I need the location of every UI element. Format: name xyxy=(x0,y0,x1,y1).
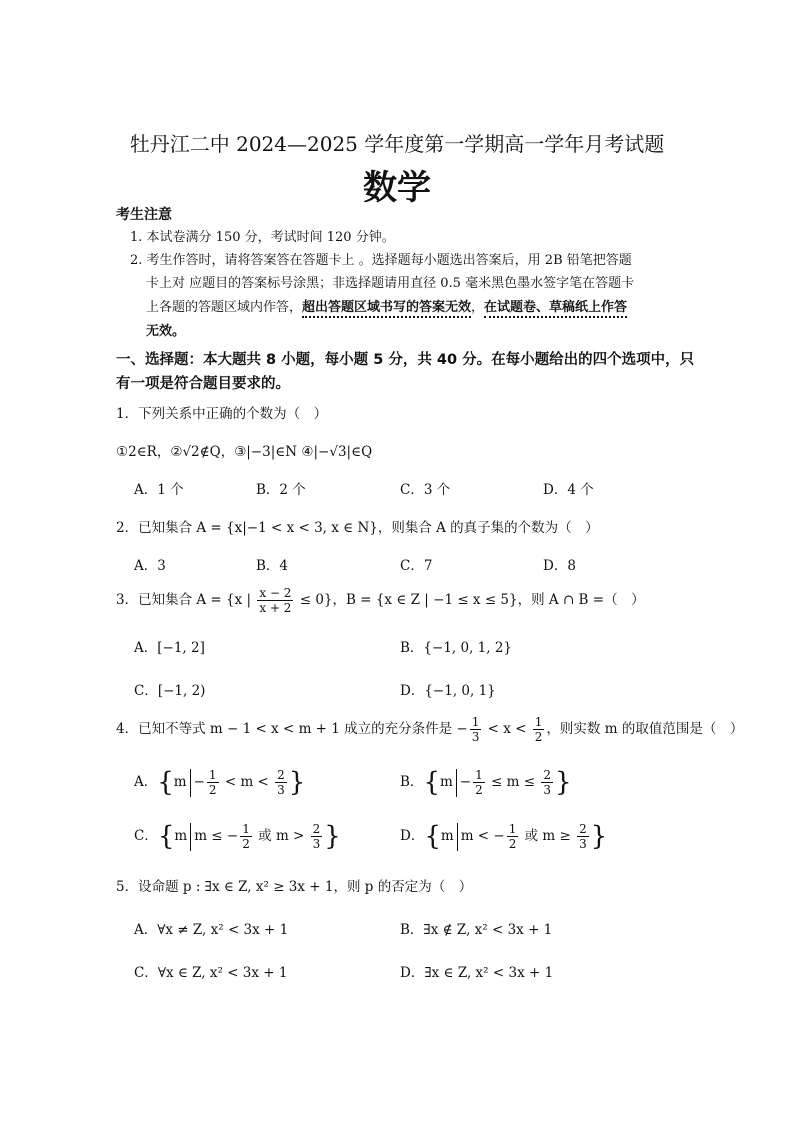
notice-item-2-line-1: 2. 考生作答时，请将答案答在答题卡上 。选择题每小题选出答案后，用 2B 铅笔把答题 xyxy=(130,253,632,268)
question-3-option-a: A．[−1, 2] xyxy=(134,640,205,656)
notice-item-2-line-4: 无效。 xyxy=(146,324,186,339)
notice-heading: 考生注意 xyxy=(116,207,172,223)
question-1-option-d: D．4 个 xyxy=(543,482,594,498)
set-text: 或 m > xyxy=(253,828,309,844)
set-variable: m xyxy=(440,828,454,844)
set-variable: m xyxy=(173,774,187,790)
option-letter: C． xyxy=(134,828,158,844)
option-letter: B． xyxy=(400,774,424,790)
question-3-option-b: B．{−1, 0, 1, 2} xyxy=(400,640,513,656)
fraction-numerator: 2 xyxy=(579,822,587,836)
question-3-stem xyxy=(116,586,645,615)
question-3-set-a-end: ≤ 0} xyxy=(295,592,333,608)
fraction-denominator: 3 xyxy=(277,783,285,797)
question-1-relations: ①2∈R，②√2∉Q，③|−3|∈N ④|−√3|∈Q xyxy=(116,444,373,460)
question-4-text-2: < x < xyxy=(483,721,531,737)
set-bar xyxy=(456,769,457,797)
fraction xyxy=(507,822,519,851)
question-4-option-b xyxy=(400,768,572,797)
question-2-option-d: D．8 xyxy=(543,558,576,574)
fraction-denominator: 2 xyxy=(508,837,517,851)
question-2-option-a: A．3 xyxy=(134,558,166,574)
fraction-denominator: 3 xyxy=(543,783,551,797)
fraction-numerator: 2 xyxy=(277,768,285,782)
right-brace: } xyxy=(554,767,572,798)
left-brace: { xyxy=(157,767,174,798)
fraction xyxy=(207,768,219,797)
fraction xyxy=(473,768,485,797)
set-text: ≤ m ≤ xyxy=(486,774,540,790)
fraction xyxy=(541,768,553,797)
question-3-set-a-start: 3．已知集合 A = {x | xyxy=(116,592,256,608)
set-text: − xyxy=(193,774,205,790)
question-5-option-b: B．∃x ∉ Z, x² < 3x + 1 xyxy=(400,922,553,938)
fraction-denominator: 3 xyxy=(579,837,587,851)
question-2-text: ，则集合 A 的真子集的个数为（ ） xyxy=(377,520,599,536)
set-variable: m xyxy=(174,828,188,844)
fraction-denominator: 2 xyxy=(242,837,250,851)
question-2-option-c: C．7 xyxy=(400,558,433,574)
question-5-option-c: C．∀x ∈ Z, x² < 3x + 1 xyxy=(134,965,288,981)
question-1-stem: 1．下列关系中正确的个数为（ ） xyxy=(116,406,328,422)
section-heading-line-2: 有一项是符合题目要求的。 xyxy=(116,376,290,392)
set-variable: m xyxy=(439,774,453,790)
fraction-numerator: x − 2 xyxy=(259,586,292,600)
subject-title: 数学 xyxy=(363,168,431,208)
fraction-numerator: 1 xyxy=(475,768,483,782)
question-1-option-a: A．1 个 xyxy=(134,482,184,498)
left-brace: { xyxy=(157,821,175,852)
fraction-numerator: 1 xyxy=(508,822,517,836)
set-text: m < − xyxy=(460,828,505,844)
question-3-rest: ，B = {x ∈ Z | −1 ≤ x ≤ 5}，则 A ∩ B =（ ） xyxy=(332,592,645,608)
question-4-option-a xyxy=(134,768,305,797)
fraction-denominator: x + 2 xyxy=(259,601,292,615)
question-4-fraction-2 xyxy=(533,715,545,744)
question-4-fraction-1 xyxy=(470,715,482,744)
fraction xyxy=(275,768,287,797)
question-3-option-d: D．{−1, 0, 1} xyxy=(400,683,496,699)
notice-item-1: 1. 本试卷满分 150 分，考试时间 120 分钟。 xyxy=(130,230,395,245)
notice-comma: ， xyxy=(471,300,485,315)
question-5-option-d: D．∃x ∈ Z, x² < 3x + 1 xyxy=(400,965,554,981)
fraction-denominator: 2 xyxy=(475,783,483,797)
left-brace: { xyxy=(424,821,441,852)
question-4-option-c xyxy=(134,822,341,851)
question-4-option-d xyxy=(400,822,607,851)
set-text: 或 m ≥ xyxy=(520,828,576,844)
exam-title: 牡丹江二中 2024—2025 学年度第一学期高一学年月考试题 xyxy=(129,132,665,156)
right-brace: } xyxy=(324,821,341,852)
question-5-stem: 5．设命题 p : ∃x ∈ Z, x² ≥ 3x + 1，则 p 的否定为（ ） xyxy=(116,879,473,895)
notice-emphasis-1: 超出答题区域书写的答案无效 xyxy=(302,300,471,318)
fraction-numerator: 2 xyxy=(543,768,551,782)
left-brace: { xyxy=(423,767,440,798)
question-4-text-1: 4．已知不等式 m − 1 < x < m + 1 成立的充分条件是 − xyxy=(116,721,468,737)
section-heading-line-1: 一、选择题：本大题共 8 小题，每小题 5 分，共 40 分。在每小题给出的四个选项中，只 xyxy=(116,352,695,368)
fraction-denominator: 2 xyxy=(534,730,543,744)
fraction-numerator: 1 xyxy=(534,715,543,729)
question-5-option-a: A．∀x ≠ Z, x² < 3x + 1 xyxy=(134,922,289,938)
fraction-numerator: 1 xyxy=(242,822,250,836)
question-2-option-b: B．4 xyxy=(256,558,289,574)
right-brace: } xyxy=(590,821,608,852)
fraction-numerator: 1 xyxy=(208,768,217,782)
fraction-denominator: 3 xyxy=(471,730,480,744)
question-2-set: 2．已知集合 A = {x|−1 < x < 3, x ∈ N} xyxy=(116,520,378,536)
notice-item-2-line-2: 卡上对 应题目的答案标号涂黑；非选择题请用直径 0.5 毫米黑色墨水签字笔在答题卡 xyxy=(146,276,635,291)
fraction-denominator: 2 xyxy=(208,783,217,797)
set-bar xyxy=(457,823,458,851)
fraction xyxy=(311,822,323,851)
fraction xyxy=(240,822,252,851)
notice-emphasis-2: 在试题卷、草稿纸上作答 xyxy=(484,300,627,318)
question-1-option-c: C．3 个 xyxy=(400,482,451,498)
set-text: m ≤ − xyxy=(194,828,239,844)
notice-text: 上各题的答题区域内作答， xyxy=(146,300,303,315)
question-4-stem xyxy=(116,715,743,744)
fraction-numerator: 2 xyxy=(312,822,321,836)
option-letter: D． xyxy=(400,828,425,844)
set-bar xyxy=(190,823,191,851)
notice-item-2-line-3 xyxy=(146,296,627,315)
set-text: − xyxy=(459,774,472,790)
set-bar xyxy=(190,769,191,797)
question-3-fraction xyxy=(257,586,293,615)
set-text: < m < xyxy=(220,774,274,790)
question-2-stem xyxy=(116,516,599,536)
question-3-option-c: C．[−1, 2) xyxy=(134,683,206,699)
fraction-denominator: 3 xyxy=(312,837,321,851)
fraction-numerator: 1 xyxy=(471,715,480,729)
question-1-option-b: B．2 个 xyxy=(256,482,306,498)
question-4-text-3: ，则实数 m 的取值范围是（ ） xyxy=(546,721,744,737)
right-brace: } xyxy=(288,767,306,798)
option-letter: A． xyxy=(134,774,158,790)
fraction xyxy=(577,822,589,851)
